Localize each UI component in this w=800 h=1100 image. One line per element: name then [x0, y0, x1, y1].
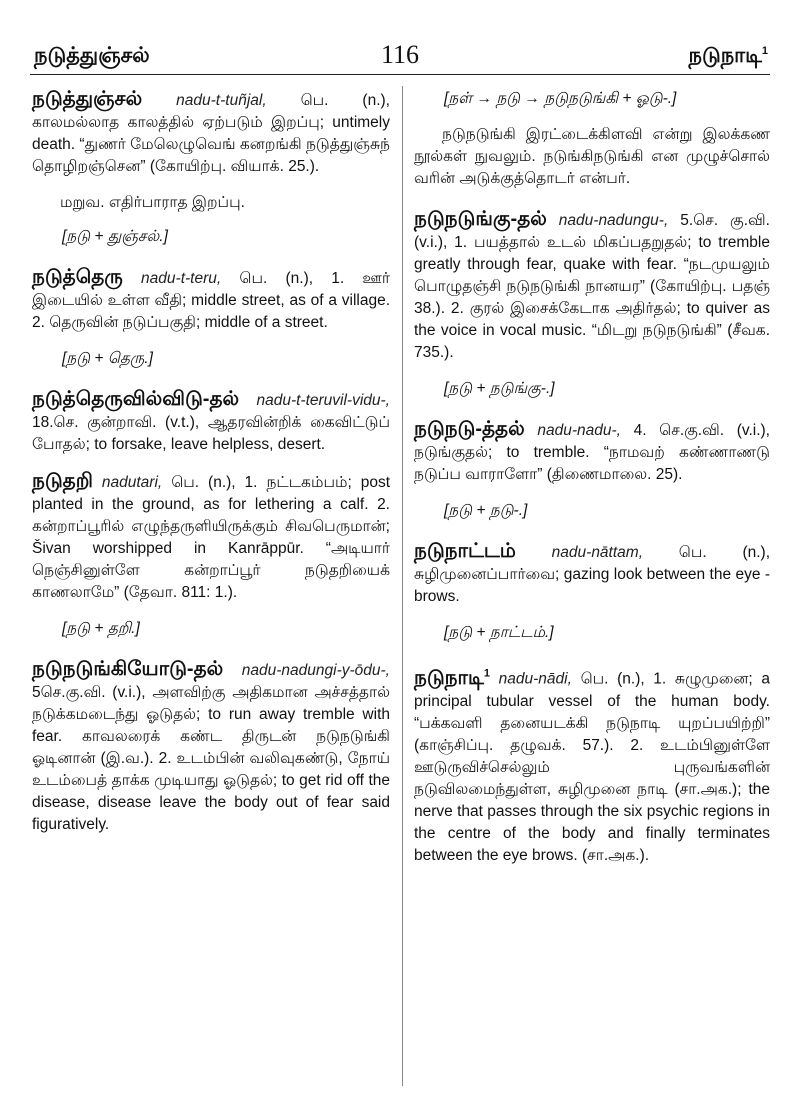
definition: பெ. (n.), 1. சுழுமுனை; a principal tubular vessel of the human body. “பக்கவளி தனையடக்கி நடுநாடி யுறப்பயிற்றி” (காஞ்சிப்பு. தழுவக். 57.). 2. உடம்பினுள்ளே ஊடுருவிச்செல்லும் புருவங்களின் நடுவிலமைந்துள்ள, சுழிமுனை நாடி (சா.அக.); the nerve that passes through the six psychic regions in the centre of the body and finally terminates between the eye brows. (சா.அக.). — [414, 670, 770, 864]
headword: நடுநடுங்கு-தல் — [414, 208, 547, 230]
definition: 4. செ.கு.வி. (v.i.), நடுங்குதல்; to tremble. “நாமவற் கண்ணாணடு நடுப்ப வாராளோ” (திணைமாலை. 25). — [414, 422, 770, 483]
column-divider — [402, 86, 403, 1086]
etymology: [நடு + நாட்டம்.] — [444, 624, 554, 641]
transliteration: nadu-nādi, — [498, 670, 572, 688]
header-rule — [30, 74, 770, 75]
transliteration: nadu-t-tuñjal, — [176, 92, 267, 109]
page-header — [0, 0, 800, 80]
etymology: [நடு + துஞ்சல்.] — [62, 228, 168, 245]
headword — [414, 667, 490, 689]
synonym-note: மறுவ. எதிர்பாராத இறப்பு. — [60, 194, 245, 211]
etymology: [நடு + தெரு.] — [62, 350, 153, 367]
grammar-note: நடுநடுங்கி இரட்டைக்கிளவி என்று இலக்கண நூல்கள் நுவலும். நடுங்கிநடுங்கி என முழுச்சொல் வரின் அடுக்குத்தொடர் என்பர். — [414, 126, 770, 187]
dictionary-entry — [32, 388, 390, 456]
transliteration: nadu-t-teruvil-vidu-, — [256, 392, 390, 409]
transliteration: nadu-t-teru, — [141, 270, 222, 287]
dictionary-entry — [414, 208, 770, 364]
headword-sup: 1 — [483, 667, 491, 679]
header-left-guideword: நடுத்துஞ்சல் — [34, 44, 150, 67]
headword-text: நடுநாடி — [414, 666, 484, 689]
definition: 18.செ. குன்றாவி. (v.t.), ஆதரவின்றிக் கைவிட்டுப் போதல்; to forsake, leave helpless, desert. — [32, 414, 390, 453]
dictionary-entry — [414, 662, 770, 867]
headword: நடுநாட்டம் — [414, 540, 516, 562]
etymology: [நள் → நடு → நடுநடுங்கி + ஓடு-.] — [444, 90, 677, 107]
definition: பெ. (n.), காலமல்லாத காலத்தில் ஏற்படும் இறப்பு; untimely death. “துணர் மேலெழுவெங் கனறங்கி நடுத்துஞ்சுந் தொழிறஞ்சென” (கோயிற்பு. வியாக். 25.). — [32, 92, 390, 175]
definition: பெ. (n.), 1. நட்டகம்பம்; post planted in the ground, as for lethering a calf. 2. கன்றாப்பூரில் எழுந்தருளியிருக்கும் சிவபெருமான்; Šivan worshipped in Kanrāppūr. “அடியார் நெஞ்சினுள்ளே கன்றாப்பூர் நடுதறியைக் காணலாமே” (தேவா. 811: 1.). — [32, 474, 391, 601]
dictionary-entry — [32, 470, 390, 604]
definition: பெ. (n.), சுழிமுனைப்பார்வை; gazing look between the eye - brows. — [414, 544, 770, 605]
transliteration: nadu-nadungi-y-ōdu-, — [241, 662, 390, 679]
header-right-text: நடுநாடி — [688, 44, 762, 67]
headword: நடுநடுங்கியோடு-தல் — [32, 658, 224, 680]
definition: 5செ.கு.வி. (v.i.), அளவிற்கு அதிகமான அச்சத்தால் நடுக்கமடைந்து ஓடுதல்; to run away tremble with fear. காவலரைக் கண்ட திருடன் நடுநடுங்கி ஓடினான் (இ.வ.). 2. உடம்பின் வலிவுகண்டு, நோய் உடம்பைத் தாக்க முடியாது ஓடுதல்; to get rid off the disease, disease leave the body out of fear said figuratively. — [32, 684, 390, 833]
transliteration: nadu-nadu-, — [537, 422, 621, 439]
dictionary-entry — [414, 540, 770, 608]
headword: நடுத்தெருவில்விடு-தல் — [32, 388, 240, 410]
transliteration: nadu-nāttam, — [551, 544, 644, 561]
headword: நடுத்துஞ்சல் — [32, 88, 143, 110]
etymology: [நடு + நடுங்கு-.] — [444, 380, 555, 397]
definition: 5.செ. கு.வி. (v.i.), 1. பயத்தால் உடல் மிகப்பதறுதல்; to tremble greatly through fear, quake with fear. “நடமுயலும் பொழுதஞ்சி நடுநடுங்கி நானயர” (கோயிற்பு. பதஞ் 38.). 2. குரல் இசைக்கேடாக அதிர்தல்; to quiver as the voice in vocal music. “மிடறு நடுநடுங்கி” (சீவக. 735.). — [414, 212, 770, 361]
headword: நடுநடு-த்தல் — [414, 418, 525, 440]
header-right-sup: 1 — [761, 45, 768, 57]
page-number: 116 — [380, 40, 420, 69]
dictionary-entry — [32, 658, 390, 836]
dictionary-entry — [414, 418, 770, 486]
right-column — [414, 88, 770, 881]
dictionary-entry — [32, 266, 390, 334]
etymology: [நடு + நடு-.] — [444, 502, 528, 519]
dictionary-entry — [32, 88, 390, 178]
definition: பெ. (n.), 1. ஊர் இடையில் உள்ள வீதி; middle street, as of a village. 2. தெருவின் நடுப்பகுதி; middle of a street. — [32, 270, 390, 331]
header-right-guideword — [688, 44, 768, 70]
headword: நடுத்தெரு — [32, 266, 123, 288]
transliteration: nadutari, — [101, 474, 163, 491]
transliteration: nadu-nadungu-, — [558, 212, 669, 229]
left-column — [32, 88, 390, 850]
headword: நடுதறி — [32, 470, 93, 492]
etymology: [நடு + தறி.] — [62, 620, 140, 637]
